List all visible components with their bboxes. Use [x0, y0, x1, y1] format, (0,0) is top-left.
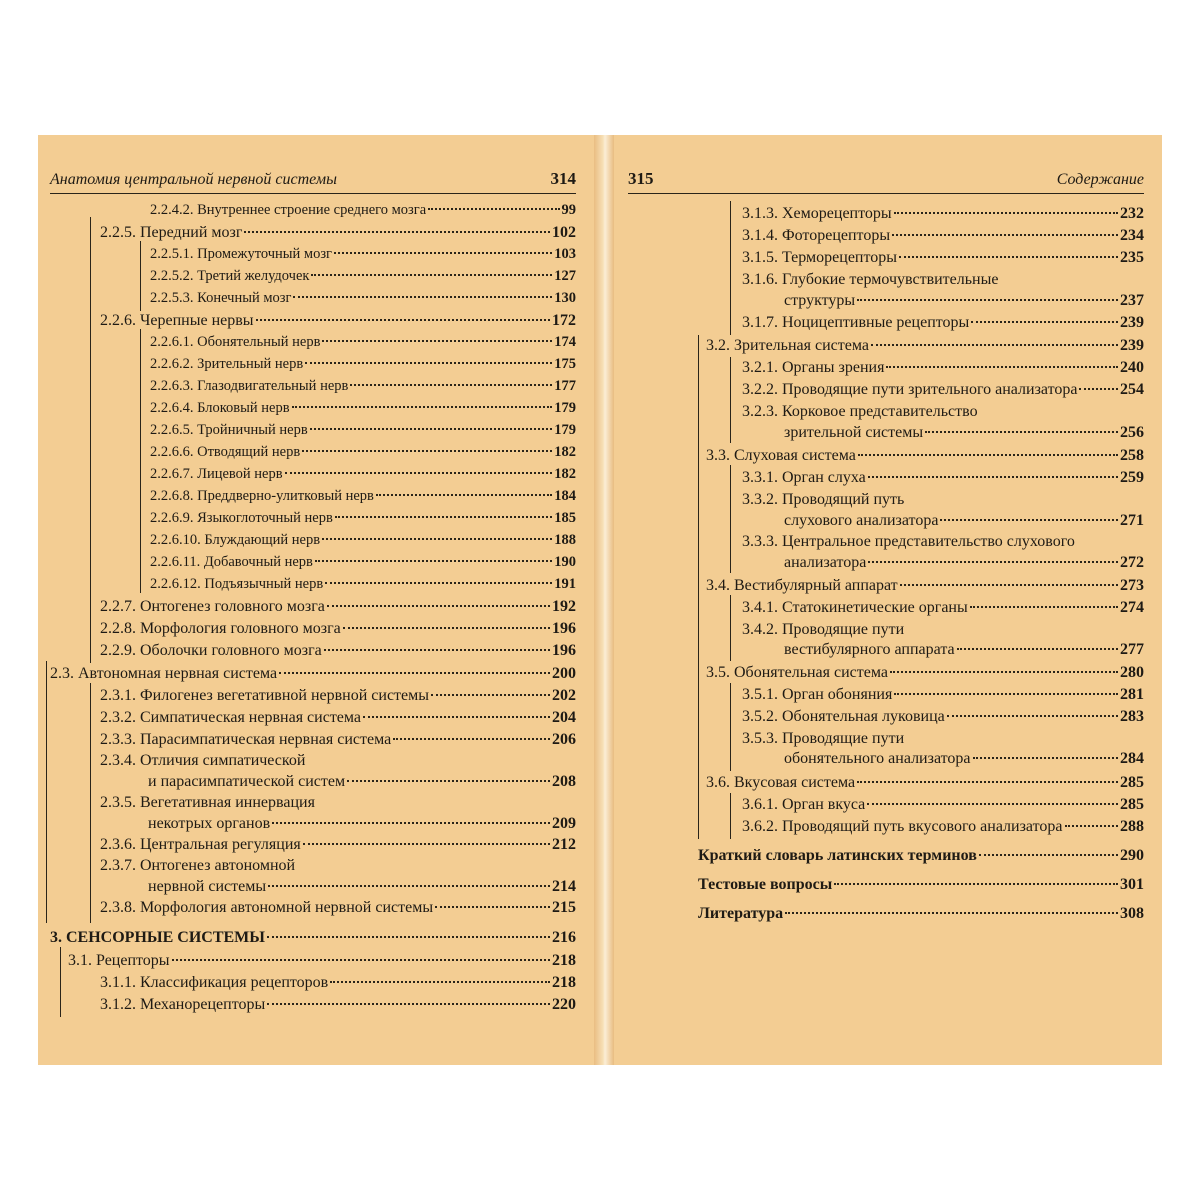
toc-entry: 3.5.2. Обонятельная луковица 283	[742, 708, 1144, 725]
toc-entry: 2.2.6.12. Подъязычный нерв 191	[150, 576, 576, 592]
toc-entry: 2.2.6.2. Зрительный нерв 175	[150, 356, 576, 372]
toc-entry-line: 2.3.4. Отличия симпатической	[100, 752, 306, 769]
toc-entry: 2.2.6. Черепные нервы 172	[100, 312, 576, 329]
toc-entry: 2.2.6.8. Преддверно-улитковый нерв 184	[150, 488, 576, 504]
toc-entry: 3.2. Зрительная система 239	[706, 337, 1144, 354]
toc-entry: 3.1.3. Хеморецепторы 232	[742, 205, 1144, 222]
level-rule	[730, 201, 731, 335]
toc-entry: 2.2.9. Оболочки головного мозга 196	[100, 642, 576, 659]
toc-entry: анализатора 272	[784, 554, 1144, 571]
level-rule	[698, 335, 699, 443]
level-rule	[90, 217, 91, 663]
toc-entry: 3.6.1. Орган вкуса 285	[742, 796, 1144, 813]
toc-entry: 3.6. Вкусовая система 285	[706, 774, 1144, 791]
toc-entry: 2.3. Автономная нервная система 200	[50, 665, 576, 682]
toc-entry: 2.3.6. Центральная регуляция 212	[100, 836, 576, 853]
left-page-header	[50, 169, 576, 194]
toc-entry: 2.2.6.9. Языкоглоточный нерв 185	[150, 510, 576, 526]
toc-entry: 2.3.3. Парасимпатическая нервная система 206	[100, 731, 576, 748]
toc-entry-line: 3.3.3. Центральное представительство слухового	[742, 533, 1075, 550]
toc-entry: Литература 308	[698, 905, 1144, 922]
level-rule	[140, 241, 141, 311]
toc-entry: Краткий словарь латинских терминов 290	[698, 847, 1144, 864]
level-rule	[60, 947, 61, 1017]
level-rule	[730, 793, 731, 839]
toc-entry: 2.2.7. Онтогенез головного мозга 192	[100, 598, 576, 615]
toc-entry: 3.1.4. Фоторецепторы 234	[742, 227, 1144, 244]
toc-entry-line: 3.1.6. Глубокие термочувствительные	[742, 271, 999, 288]
toc-entry: 3.4. Вестибулярный аппарат 273	[706, 577, 1144, 594]
running-title: Анатомия центральной нервной системы	[50, 171, 337, 188]
level-rule	[140, 329, 141, 593]
toc-entry: 2.2.6.7. Лицевой нерв 182	[150, 466, 576, 482]
level-rule	[46, 661, 47, 923]
toc-entry: 2.2.6.6. Отводящий нерв 182	[150, 444, 576, 460]
level-rule	[698, 573, 699, 661]
toc-entry: некотрых органов 209	[148, 815, 576, 832]
toc-entry: 3.1. Рецепторы 218	[68, 952, 576, 969]
toc-entry: 3.1.1. Классификация рецепторов 218	[100, 974, 576, 991]
level-rule	[698, 661, 699, 771]
toc-entry-line: 3.2.3. Корковое представительство	[742, 403, 978, 420]
right-page	[614, 135, 1162, 1065]
toc-entry: 3.1.2. Механорецепторы 220	[100, 996, 576, 1013]
toc-entry: 3.2.2. Проводящие пути зрительного анализатора 254	[742, 381, 1144, 398]
toc-entry: 2.3.8. Морфология автономной нервной системы 215	[100, 899, 576, 916]
level-rule	[730, 683, 731, 771]
toc-entry: 3.5.1. Орган обоняния 281	[742, 686, 1144, 703]
page-number: 315	[628, 169, 654, 188]
toc-entry: 2.2.5.2. Третий желудочек 127	[150, 268, 576, 284]
toc-entry: 3.1.7. Ноцицептивные рецепторы 239	[742, 314, 1144, 331]
toc-entry: слухового анализатора 271	[784, 512, 1144, 529]
toc-entry: 2.2.6.4. Блоковый нерв 179	[150, 400, 576, 416]
toc-entry: 3.2.1. Органы зрения 240	[742, 359, 1144, 376]
toc-entry: нервной системы 214	[148, 878, 576, 895]
level-rule	[730, 465, 731, 573]
toc-entry: 2.2.5.1. Промежуточный мозг 103	[150, 246, 576, 262]
toc-entry: и парасимпатической систем 208	[148, 773, 576, 790]
toc-entry: 2.2.4.2. Внутреннее строение среднего мозга 99	[150, 202, 576, 218]
toc-entry: 2.2.6.10. Блуждающий нерв 188	[150, 532, 576, 548]
left-page	[38, 135, 594, 1065]
toc-entry-line: 3.4.2. Проводящие пути	[742, 621, 905, 638]
level-rule	[698, 771, 699, 839]
toc-entry: обонятельного анализатора 284	[784, 750, 1144, 767]
toc-entry: 3.1.5. Терморецепторы 235	[742, 249, 1144, 266]
page-number: 314	[550, 169, 576, 188]
toc-entry: 2.3.2. Симпатическая нервная система 204	[100, 709, 576, 726]
toc-entry: 3.3. Слуховая система 258	[706, 447, 1144, 464]
toc-entry: 2.2.6.3. Глазодвигательный нерв 177	[150, 378, 576, 394]
level-rule	[730, 357, 731, 443]
toc-entry: Тестовые вопросы 301	[698, 876, 1144, 893]
toc-entry: вестибулярного аппарата 277	[784, 641, 1144, 658]
toc-entry-line: 2.3.7. Онтогенез автономной	[100, 857, 296, 874]
book-spread	[38, 135, 1162, 1065]
toc-entry: 2.2.6.5. Тройничный нерв 179	[150, 422, 576, 438]
toc-entry: 2.2.5. Передний мозг 102	[100, 224, 576, 241]
running-title: Содержание	[1056, 171, 1144, 188]
book-gutter	[594, 135, 614, 1065]
toc-entry-line: 3.3.2. Проводящий путь	[742, 491, 905, 508]
toc-entry: 3.3.1. Орган слуха 259	[742, 469, 1144, 486]
toc-entry: 2.3.1. Филогенез вегетативной нервной системы 202	[100, 687, 576, 704]
toc-entry: 3.5. Обонятельная система 280	[706, 664, 1144, 681]
level-rule	[730, 595, 731, 661]
level-rule	[90, 683, 91, 923]
toc-entry: 2.2.6.11. Добавочный нерв 190	[150, 554, 576, 570]
toc-entry: 3.4.1. Статокинетические органы 274	[742, 599, 1144, 616]
toc-entry: зрительной системы 256	[784, 424, 1144, 441]
toc-entry: 2.2.5.3. Конечный мозг 130	[150, 290, 576, 306]
toc-entry: 2.2.8. Морфология головного мозга 196	[100, 620, 576, 637]
toc-entry-line: 2.3.5. Вегетативная иннервация	[100, 794, 315, 811]
right-page-header	[628, 169, 1144, 194]
toc-entry: 2.2.6.1. Обонятельный нерв 174	[150, 334, 576, 350]
toc-entry: структуры 237	[784, 292, 1144, 309]
toc-entry: 3.6.2. Проводящий путь вкусового анализатора 288	[742, 818, 1144, 835]
level-rule	[698, 443, 699, 573]
toc-entry-line: 3.5.3. Проводящие пути	[742, 730, 905, 747]
toc-entry: 3. СЕНСОРНЫЕ СИСТЕМЫ 216	[50, 929, 576, 946]
